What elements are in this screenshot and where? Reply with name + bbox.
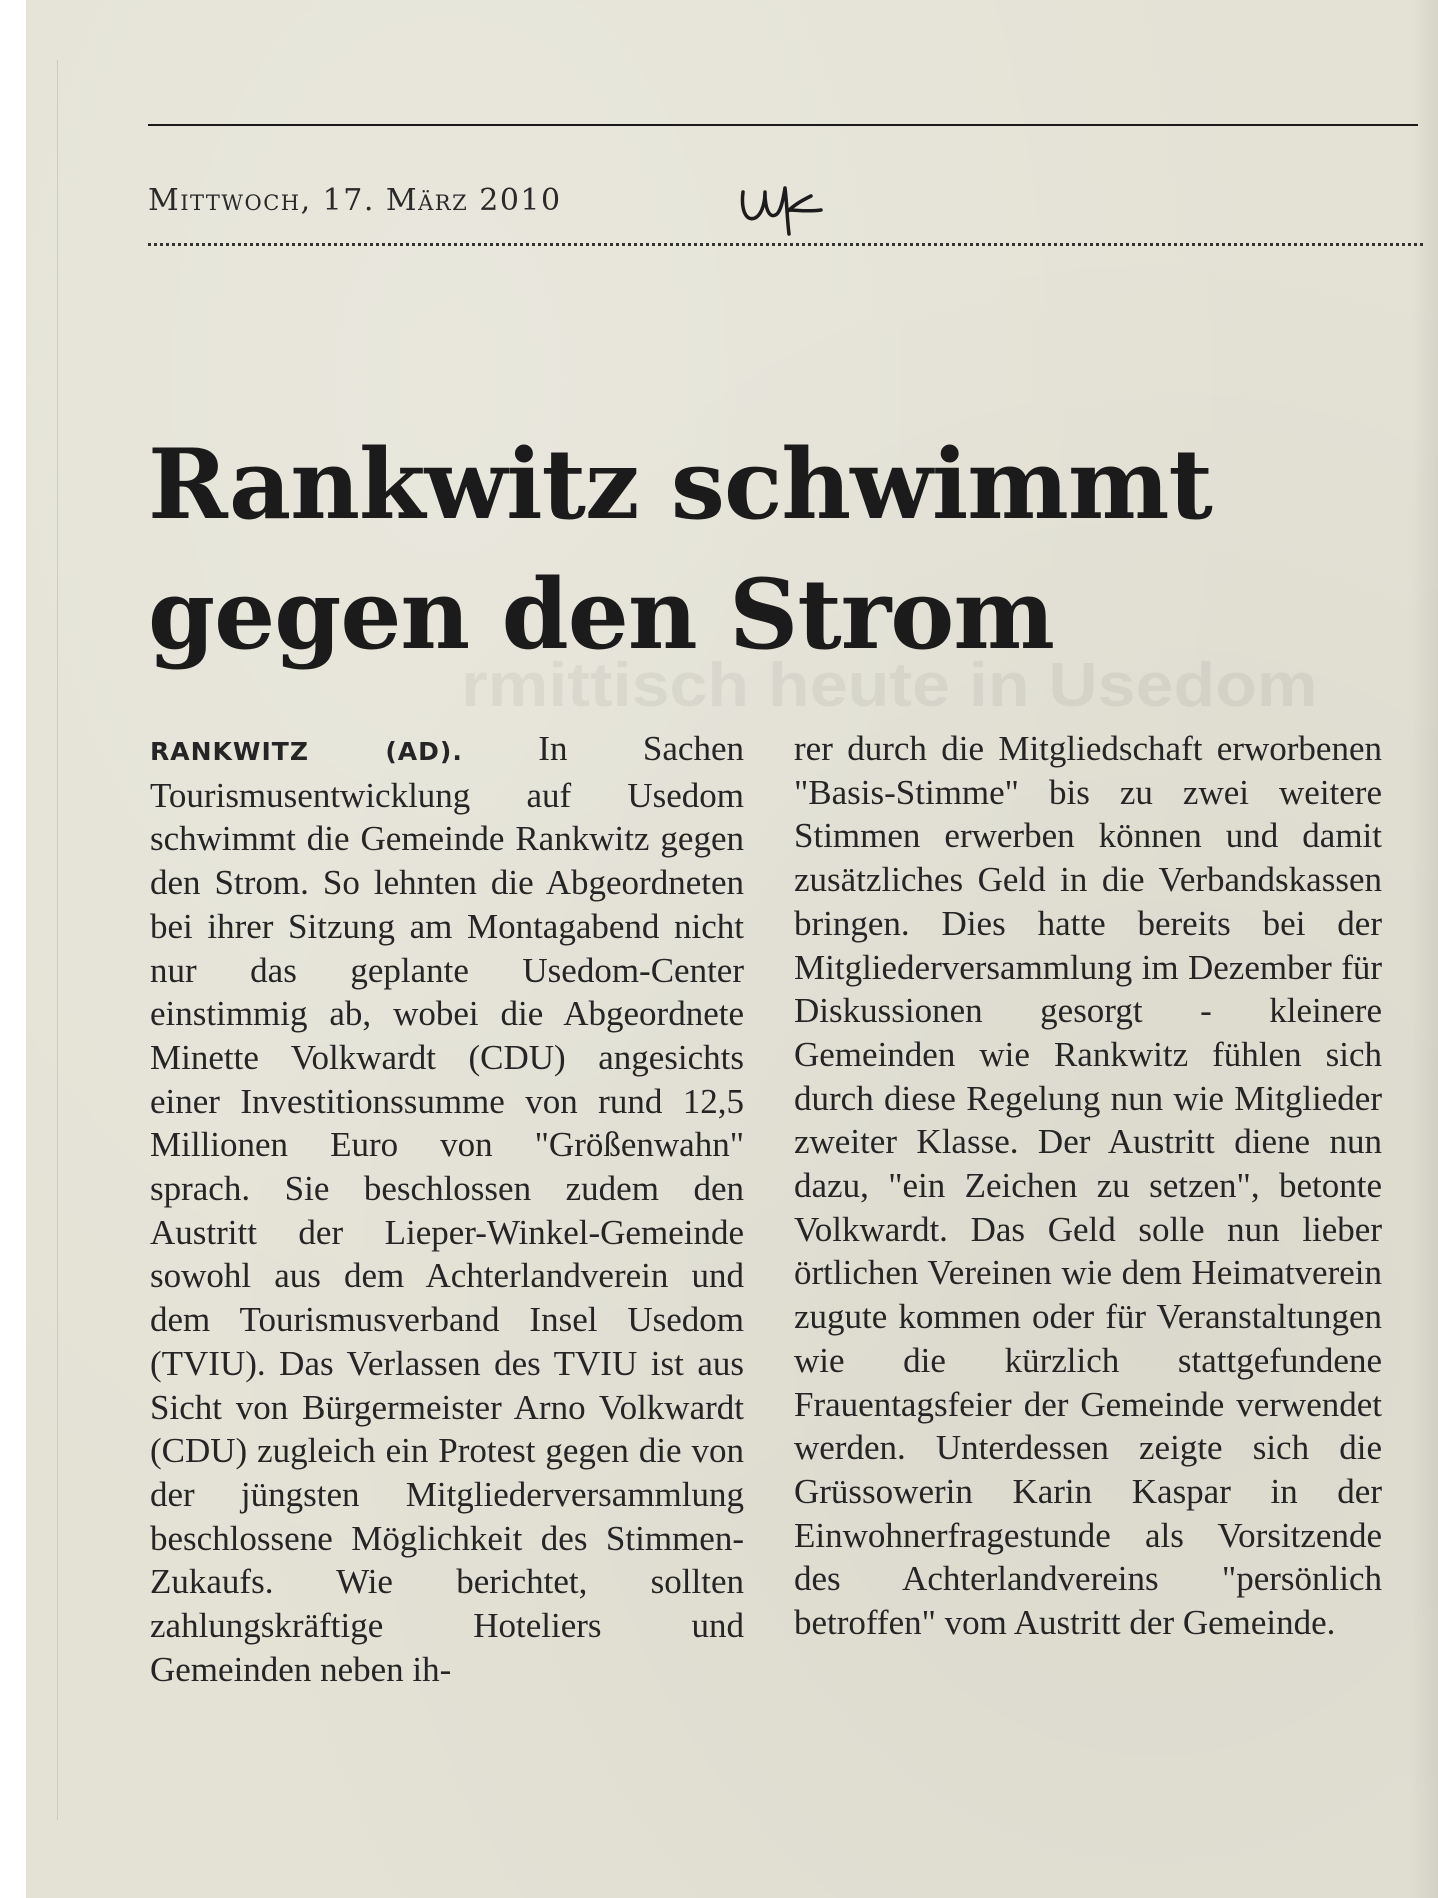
fold-line	[57, 60, 58, 1820]
show-through-text: rmittisch heute in Usedom	[461, 651, 1318, 720]
article-body-part-1: In Sachen Tourismusentwicklung auf Usedom schwimmt die Gemeinde Rankwitz gegen den Strom. So lehnten die Abgeordneten bei ihrer Sitzung am Montagabend nicht nur das geplante Usedom-Center einstimmig ab, wobei die Abgeordnete Minette Volkwardt (CDU) angesichts einer Investitionssumme von rund 12,5 Millionen Euro von "Größenwahn" sprach. Sie beschlossen zudem den Austritt der Lieper-Winkel-Gemeinde sowohl aus dem Achterlandverein und dem Tourismusverband Insel Usedom (TVIU). Das Verlassen des TVIU ist aus Sicht von Bürgermeister Arno Volkwardt (CDU) zugleich ein Protest gegen die von der jüngsten Mitgliederversammlung beschlossene Möglichkeit des Stimmen-Zukaufs. Wie berichtet, sollten zahlungskräftige Hoteliers und Gemeinden neben ih-	[150, 729, 744, 1689]
paper-edge-shadow	[1410, 0, 1438, 1898]
article-dateline: RANKWITZ (AD).	[150, 737, 463, 766]
issue-date	[148, 183, 562, 218]
issue-date-text: Mittwoch, 17. März 2010	[148, 183, 562, 218]
article-headline	[148, 420, 1212, 680]
article-body-part-2: rer durch die Mitgliedschaft erworbenen "Basis-Stimme" bis zu zwei weitere Stimmen erwerben können und damit zusätzliches Geld in die Verbandskassen bringen. Dies hatte bereits bei der Mitgliederversammlung im Dezember für Diskussionen gesorgt - kleinere Gemeinden wie Rankwitz fühlen sich durch diese Regelung nun wie Mitglieder zweiter Klasse. Der Austritt diene nun dazu, "ein Zeichen zu setzen", betonte Volkwardt. Das Geld solle nun lieber örtlichen Vereinen wie dem Heimatverein zugute kommen oder für Veranstaltungen wie die kürzlich stattgefundene Frauentagsfeier der Gemeinde verwendet werden. Unterdessen zeigte sich die Grüssowerin Karin Kaspar in der Einwohnerfragestunde als Vorsitzende des Achterlandvereins "persönlich betroffen" vom Austritt der Gemeinde.	[794, 729, 1382, 1643]
top-rule	[148, 124, 1418, 126]
headline-line-1: Rankwitz schwimmt	[148, 428, 1212, 541]
headline-line-2: gegen den Strom	[148, 558, 1054, 671]
dotted-rule	[148, 243, 1423, 246]
handwritten-initials	[735, 178, 825, 238]
article-column-1	[150, 727, 744, 1691]
article-column-2	[794, 727, 1382, 1645]
